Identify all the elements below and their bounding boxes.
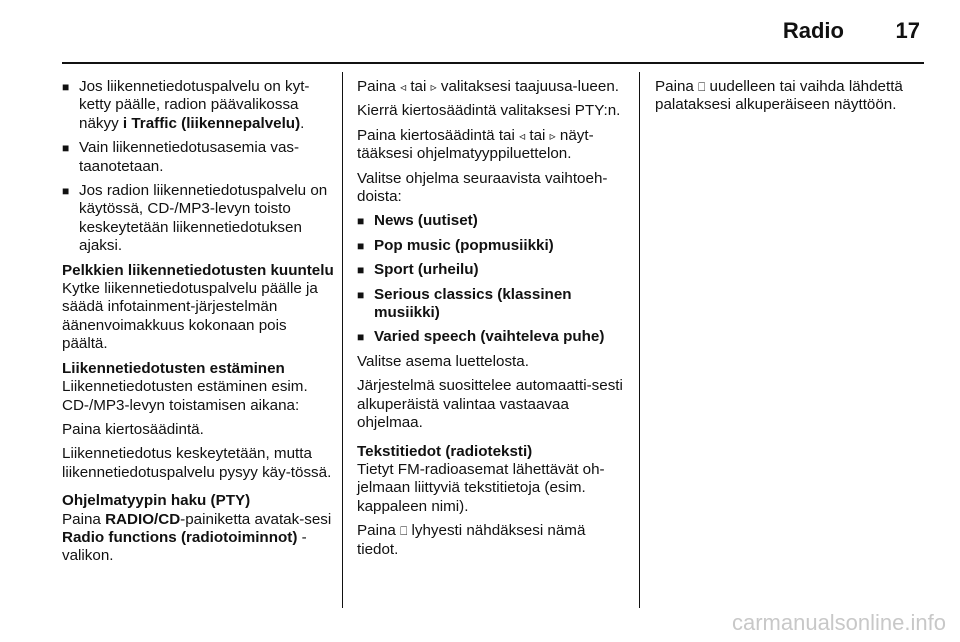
option-varied-speech: ■ Varied speech (vaihteleva puhe) [357,328,629,346]
page-header [62,18,924,62]
page-number: 17 [895,18,920,43]
right-arrow-icon: ▹ [549,128,556,143]
left-arrow-icon: ◃ [519,128,526,143]
bullet-traffic-only: ■ Vain liikennetiedotusasemia vas-taanotetaan. [62,139,334,176]
column-divider-1 [342,72,343,608]
option-news: ■ News (uutiset) [357,212,629,230]
para-turn-knob: Kierrä kiertosäädintä valitaksesi PTY:n. [357,102,621,120]
column-divider-2 [639,72,640,608]
radio-cd-button-label: RADIO/CD [105,510,181,528]
watermark: carmanualsonline.info [731,610,946,635]
option-pop-music: ■ Pop music (popmusiikki) [357,237,629,255]
info-button-icon: ⎕ [698,80,706,94]
para-auto-suggest: Järjestelmä suosittelee automaatti-sesti alkuperäistä valintaa vastaavaa ohjelmaa. [357,377,623,432]
right-arrow-icon: ▹ [430,80,437,94]
heading-radio-text: Tekstitiedot (radioteksti) [357,442,533,460]
left-arrow-icon: ◃ [400,80,407,94]
column-1 [62,78,334,572]
para-block-traffic: Liikennetiedotusten estäminen esim. CD-/MP3-levyn toistamisen aikana: [62,378,308,414]
bullet-traffic-on: ■ Jos liikennetiedotuspalvelu on kyt-ketty päälle, radion päävalikossa näkyy i Traffic (liikennepalvelu). [62,78,334,133]
radio-functions-label: Radio functions (radiotoiminnot) [62,528,298,546]
para-show-pty-list: Paina kiertosäädintä tai ◃ tai ▹ näyt-tääksesi ohjelmatyyppiluettelon. [357,126,594,163]
para-select-band: Paina ◃ tai ▹ valitaksesi taajuusa-lueen. [357,78,619,95]
para-choose-station: Valitse asema luettelosta. [357,352,529,370]
option-serious-classics: ■ Serious classics (klassinen musiikki) [357,286,629,323]
column-2 [357,78,629,565]
option-sport: ■ Sport (urheilu) [357,261,629,279]
info-button-icon: ⎕ [400,524,408,539]
para-choose-program: Valitse ohjelma seuraavista vaihtoeh-doista: [357,169,608,206]
section-title: Radio [782,18,844,43]
para-radio-text: Tietyt FM-radioasemat lähettävät oh-jelmaan liittyviä tekstitietoja (esim. kappaleen nimi). [357,460,605,515]
heading-listen-traffic: Pelkkien liikennetiedotusten kuuntelu [62,261,334,279]
traffic-menu-label: i Traffic (liikennepalvelu) [122,114,301,132]
para-listen-traffic: Kytke liikennetiedotuspalvelu päälle ja säädä infotainment-järjestelmän äänenvoimakkuus kokonaan pois päältä. [62,280,318,353]
header-rule [62,62,924,64]
para-press-knob: Paina kiertosäädintä. [62,420,204,438]
para-return-display: Paina ⎕ uudelleen tai vaihda lähdettä palataksesi alkuperäiseen näyttöön. [655,78,903,114]
heading-pty-search: Ohjelmatyypin haku (PTY) [62,492,251,510]
bullet-cd-interrupt: ■ Jos radion liikennetiedotuspalvelu on käytössä, CD-/MP3-levyn toisto keskeytetään liikennetiedotuksen ajaksi. [62,182,334,256]
column-3 [655,78,927,121]
para-show-info: Paina ⎕ lyhyesti nähdäksesi nämä tiedot. [357,522,586,558]
para-pty-open: Paina RADIO/CD-painiketta avatak-sesi Radio functions (radiotoiminnot) -valikon. [62,510,332,565]
heading-block-traffic: Liikennetiedotusten estäminen [62,359,285,377]
para-traffic-interrupted: Liikennetiedotus keskeytetään, mutta liikennetiedotuspalvelu pysyy käy-tössä. [62,445,332,481]
